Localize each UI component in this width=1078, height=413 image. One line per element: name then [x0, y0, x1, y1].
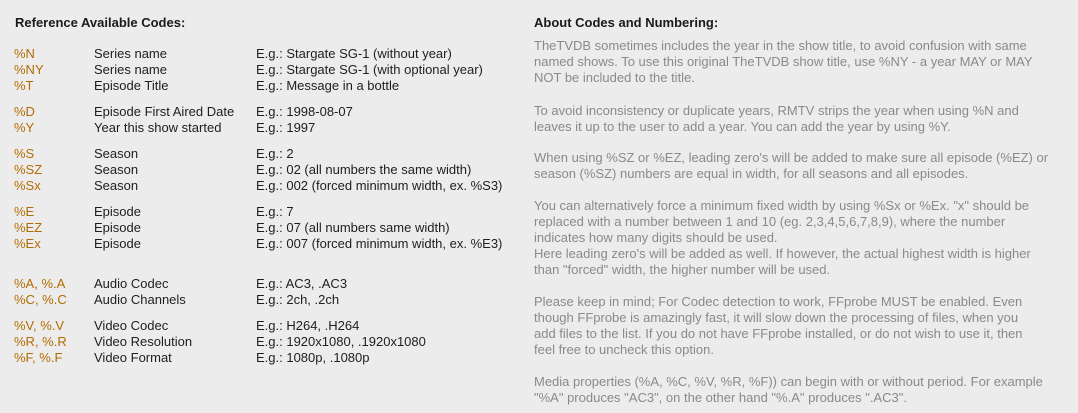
code-example: E.g.: 007 (forced minimum width, ex. %E3) — [256, 236, 503, 251]
code-example: E.g.: H264, .H264 — [256, 318, 360, 333]
paragraph-line: To avoid inconsistency or duplicate years, RMTV strips the year when using %N and — [534, 103, 1019, 118]
about-codes-heading: About Codes and Numbering: — [534, 15, 719, 30]
code-label: %Ex — [14, 236, 41, 251]
code-label: %R, %.R — [14, 334, 67, 349]
paragraph-line: Please keep in mind; For Codec detection to work, FFprobe MUST be enabled. Even — [534, 294, 1023, 309]
about-paragraph-ffprobe — [534, 294, 1064, 358]
code-label: %C, %.C — [14, 292, 67, 307]
code-description: Video Resolution — [94, 334, 193, 349]
code-description: Series name — [94, 62, 167, 77]
code-example: E.g.: 1920x1080, .1920x1080 — [256, 334, 426, 349]
code-description: Season — [94, 178, 139, 193]
code-example: E.g.: Stargate SG-1 (with optional year) — [256, 62, 483, 77]
code-example: E.g.: 7 — [256, 204, 294, 219]
code-example: E.g.: 1080p, .1080p — [256, 350, 370, 365]
paragraph-line: season (%SZ) numbers are equal in width, for all seasons and all episodes. — [534, 166, 969, 181]
code-label: %V, %.V — [14, 318, 65, 333]
reference-codes-heading: Reference Available Codes: — [15, 15, 186, 30]
code-example: E.g.: 1998-08-07 — [256, 104, 353, 119]
code-description: Season — [94, 162, 139, 177]
code-label: %Y — [14, 120, 35, 135]
paragraph-line: replaced with a number between 1 and 10 (eg. 2,3,4,5,6,7,8,9), where the number — [534, 214, 1006, 229]
code-label: %A, %.A — [14, 276, 66, 291]
code-example: E.g.: 2ch, .2ch — [256, 292, 340, 307]
paragraph-line: Here leading zero's will be added as well. If however, the actual highest width is higher — [534, 246, 1031, 261]
code-description: Episode — [94, 204, 141, 219]
code-description: Episode First Aired Date — [94, 104, 235, 119]
paragraph-line: You can alternatively force a minimum fixed width by using %Sx or %Ex. "x" should be — [534, 198, 1030, 213]
about-paragraph-year-in-title — [534, 38, 1064, 86]
paragraph-line: add files to the list. If you do not have FFprobe installed, or do not wish to use it, then — [534, 326, 1023, 341]
code-example: E.g.: 02 (all numbers the same width) — [256, 162, 472, 177]
code-description: Audio Channels — [94, 292, 186, 307]
paragraph-line: "%A" produces "AC3", on the other hand "%.A" produces ".AC3". — [534, 390, 907, 405]
code-example: E.g.: 2 — [256, 146, 294, 161]
paragraph-line: named shows. To use this original TheTVDB show title, use %NY - a year MAY or MAY — [534, 54, 1033, 69]
about-paragraph-duplicate-years — [534, 103, 1064, 135]
code-label: %S — [14, 146, 35, 161]
code-example: E.g.: 1997 — [256, 120, 316, 135]
code-label: %SZ — [14, 162, 43, 177]
paragraph-line: though FFprobe is amazingly fast, it will slow down the processing of files, when you — [534, 310, 1019, 325]
paragraph-line: TheTVDB sometimes includes the year in the show title, to avoid confusion with same — [534, 38, 1027, 53]
code-label: %N — [14, 46, 35, 61]
about-paragraph-forced-width — [534, 198, 1064, 278]
paragraph-line: feel free to uncheck this option. — [534, 342, 714, 357]
code-description: Series name — [94, 46, 167, 61]
code-description: Episode — [94, 220, 141, 235]
code-description: Episode Title — [94, 78, 169, 93]
code-label: %Sx — [14, 178, 41, 193]
code-description: Episode — [94, 236, 141, 251]
code-label: %F, %.F — [14, 350, 63, 365]
code-description: Year this show started — [94, 120, 222, 135]
code-label: %NY — [14, 62, 44, 77]
code-label: %D — [14, 104, 35, 119]
paragraph-line: NOT be included to the title. — [534, 70, 695, 85]
paragraph-line: indicates how many digits should be used. — [534, 230, 778, 245]
code-description: Video Codec — [94, 318, 169, 333]
code-description: Audio Codec — [94, 276, 169, 291]
code-example: E.g.: 07 (all numbers same width) — [256, 220, 450, 235]
code-example: E.g.: Stargate SG-1 (without year) — [256, 46, 452, 61]
code-description: Video Format — [94, 350, 172, 365]
code-example: E.g.: AC3, .AC3 — [256, 276, 348, 291]
about-paragraph-media-properties — [534, 374, 1064, 406]
paragraph-line: than "forced" width, the higher number will be used. — [534, 262, 831, 277]
code-example: E.g.: Message in a bottle — [256, 78, 400, 93]
code-label: %E — [14, 204, 35, 219]
code-description: Season — [94, 146, 139, 161]
code-example: E.g.: 002 (forced minimum width, ex. %S3) — [256, 178, 503, 193]
code-label: %EZ — [14, 220, 43, 235]
code-label: %T — [14, 78, 34, 93]
paragraph-line: When using %SZ or %EZ, leading zero's will be added to make sure all episode (%EZ) or — [534, 150, 1049, 165]
paragraph-line: Media properties (%A, %C, %V, %R, %F)) can begin with or without period. For example — [534, 374, 1043, 389]
paragraph-line: leaves it up to the user to add a year. You can add the year by using %Y. — [534, 119, 951, 134]
about-paragraph-leading-zeros — [534, 150, 1064, 182]
